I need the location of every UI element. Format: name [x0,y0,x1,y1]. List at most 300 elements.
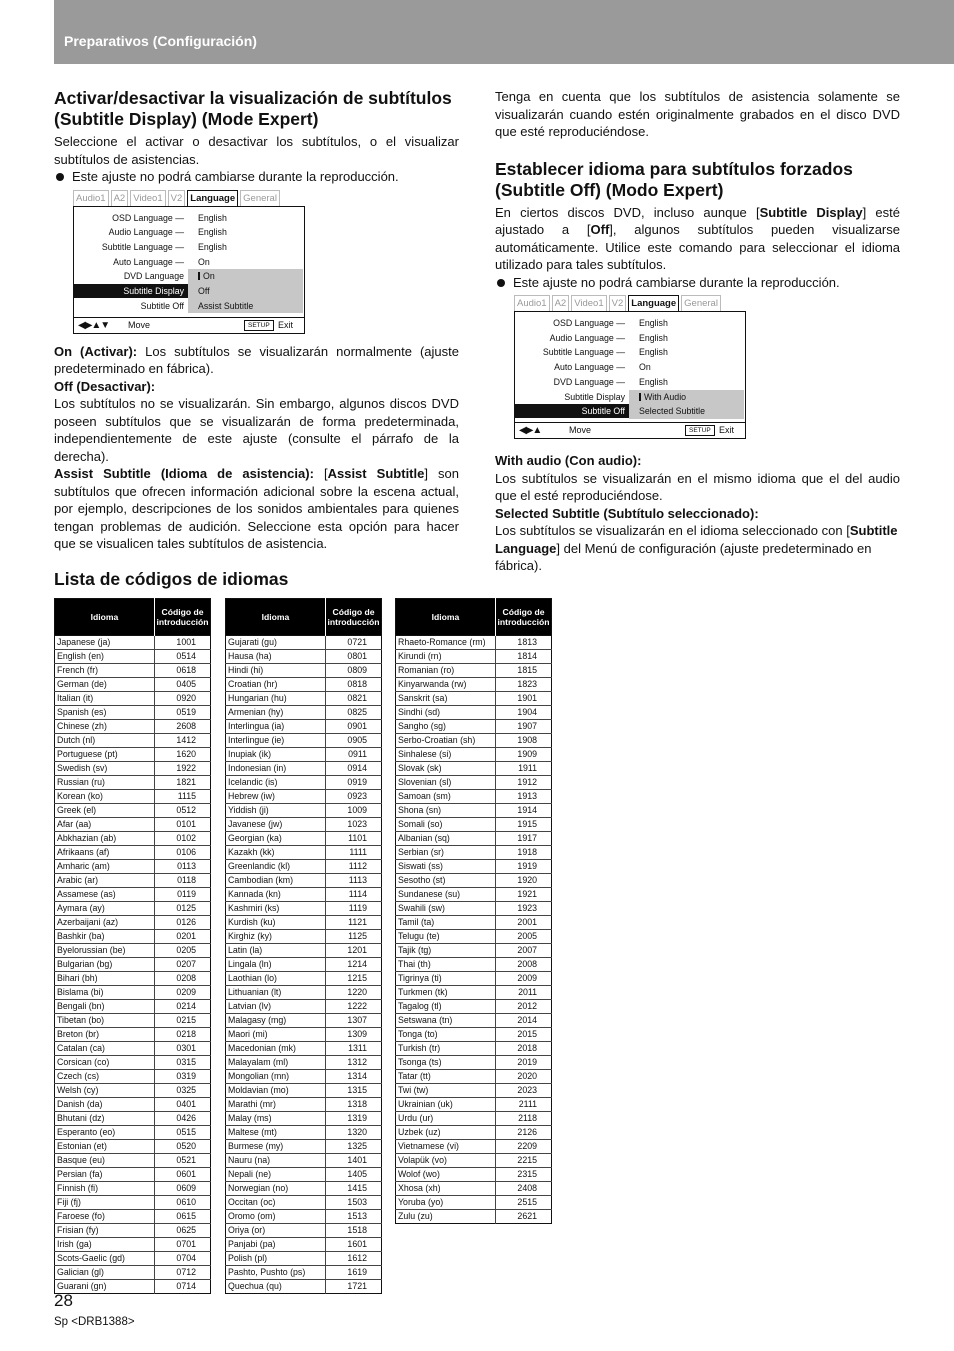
language-name: Malayalam (ml) [226,1056,326,1070]
table-row [396,860,552,874]
table-row [55,818,211,832]
with-audio-label-line [495,452,900,470]
table-row [55,748,211,762]
osd-row-label: DVD Language [123,271,184,282]
osd-row-label: Auto Language — [554,362,625,373]
osd-screen-subtitle-off [514,295,746,439]
document-code: Sp <DRB1388> [54,1316,135,1328]
language-code: 1823 [496,678,552,692]
language-name: Setswana (tn) [396,1014,496,1028]
osd-menu-row[interactable] [74,269,304,283]
table-row [226,1168,382,1182]
language-code: 1412 [155,734,211,748]
language-name: Lingala (ln) [226,958,326,972]
table-row [226,1014,382,1028]
language-code: 1912 [496,776,552,790]
arrow-keys-icon: ◀▶▲ [519,425,542,436]
osd-tabs [73,190,305,206]
language-code: 2215 [496,1154,552,1168]
language-name: Korean (ko) [55,790,155,804]
language-code: 0301 [155,1042,211,1056]
table-row [396,986,552,1000]
table-row [226,916,382,930]
osd-row-label: Subtitle Off [581,406,625,417]
language-name: Turkish (tr) [396,1042,496,1056]
osd-menu-row[interactable] [515,390,745,404]
table-row [226,1252,382,1266]
language-name: Laothian (lo) [226,972,326,986]
language-name: German (de) [55,678,155,692]
language-code: 1023 [326,818,382,832]
table-row [396,944,552,958]
language-name: Afrikaans (af) [55,846,155,860]
language-name: Sundanese (su) [396,888,496,902]
language-name: Kannada (kn) [226,888,326,902]
language-name: Bulgarian (bg) [55,958,155,972]
language-name: Portuguese (pt) [55,748,155,762]
language-code: 0615 [155,1210,211,1224]
table-row [55,804,211,818]
table-row [396,804,552,818]
osd-menu-row[interactable] [74,240,304,254]
selected-subtitle-label: Selected Subtitle (Subtítulo seleccionado): [495,505,759,521]
language-code: 2005 [496,930,552,944]
language-name: Arabic (ar) [55,874,155,888]
language-code: 2018 [496,1042,552,1056]
language-code: 2023 [496,1084,552,1098]
osd-row-value: On [198,256,210,267]
column-header-language: Idioma [55,599,155,636]
language-name: Kurdish (ku) [226,916,326,930]
language-name: Frisian (fy) [55,1224,155,1238]
osd-tab[interactable]: V2 [168,190,186,206]
table-row [55,1056,211,1070]
language-code: 1922 [155,762,211,776]
language-name: Bhutani (dz) [55,1112,155,1126]
off-description: Los subtítulos no se visualizarán. Sin embargo, algunos discos DVD poseen subtítulos que se visualizarán de forma predeterminada, independientemente de este ajuste (consulte el párrafo de la derecha). [54,396,459,464]
osd-menu-row[interactable] [515,375,745,389]
osd-menu [514,311,746,439]
osd-tab[interactable]: Video1 [571,295,606,311]
language-name: Kazakh (kk) [226,846,326,860]
language-code: 1923 [496,902,552,916]
language-code: 1311 [326,1042,382,1056]
osd-row-value: English [639,332,668,343]
language-code: 0512 [155,804,211,818]
language-code: 0325 [155,1084,211,1098]
table-row [226,1266,382,1280]
table-row [55,1224,211,1238]
table-row [226,860,382,874]
osd-tab[interactable]: Language [187,190,238,206]
language-name: Tonga (to) [396,1028,496,1042]
language-name: Tamil (ta) [396,916,496,930]
language-name: Bihari (bh) [55,972,155,986]
language-name: Interlingua (ia) [226,720,326,734]
cursor-icon [198,272,200,280]
table-row [226,832,382,846]
table-row [55,650,211,664]
language-name: Tagalog (tl) [396,1000,496,1014]
language-code: 2408 [496,1182,552,1196]
table-row [55,1238,211,1252]
language-code: 0514 [155,650,211,664]
language-code: 2020 [496,1070,552,1084]
language-code: 2012 [496,1000,552,1014]
table-row [55,860,211,874]
language-name: Norwegian (no) [226,1182,326,1196]
osd-row-label: Audio Language — [108,227,184,238]
language-code: 1220 [326,986,382,1000]
language-code: 0809 [326,664,382,678]
table-row [226,1098,382,1112]
language-name: Slovenian (sl) [396,776,496,790]
osd-row-label: Subtitle Language — [542,347,625,358]
table-row [226,1056,382,1070]
language-code: 0205 [155,944,211,958]
language-name: Armenian (hy) [226,706,326,720]
osd-row-label: Subtitle Language — [101,241,184,252]
language-code: 0825 [326,706,382,720]
language-code: 1315 [326,1084,382,1098]
table-row [226,720,382,734]
osd-row-value: English [198,241,227,252]
language-code: 1518 [326,1224,382,1238]
language-name: Czech (cs) [55,1070,155,1084]
table-row [55,1280,211,1294]
language-code: 0821 [326,692,382,706]
column-header-language: Idioma [396,599,496,636]
table-row [226,1070,382,1084]
language-name: Croatian (hr) [226,678,326,692]
table-row [396,1000,552,1014]
osd-row-label: OSD Language — [553,318,625,328]
with-audio-description: Los subtítulos se visualizarán en el mismo idioma que el del audio que el esté reproduciéndose. [495,470,900,503]
language-name: Sangho (sg) [396,720,496,734]
language-code: 0119 [155,888,211,902]
table-row [55,832,211,846]
language-name: Marathi (mr) [226,1098,326,1112]
language-name: Xhosa (xh) [396,1182,496,1196]
table-row [396,874,552,888]
language-code: 0207 [155,958,211,972]
osd-tab[interactable]: V2 [609,295,627,311]
language-name: Slovak (sk) [396,762,496,776]
language-code: 1620 [155,748,211,762]
setup-button[interactable]: SETUP [244,320,274,331]
language-code: 0701 [155,1238,211,1252]
language-name: Afar (aa) [55,818,155,832]
language-name: Shona (sn) [396,804,496,818]
osd-tab[interactable]: Video1 [130,190,165,206]
table-row [226,930,382,944]
language-code: 0911 [326,748,382,762]
language-name: Byelorussian (be) [55,944,155,958]
table-row [226,1028,382,1042]
table-row [396,664,552,678]
language-code: 2015 [496,1028,552,1042]
language-name: Yiddish (ji) [226,804,326,818]
table-row [396,1098,552,1112]
table-row [55,790,211,804]
language-code: 1908 [496,734,552,748]
table-row [396,1126,552,1140]
osd-menu-row[interactable] [515,404,745,418]
table-row [396,846,552,860]
language-name: Irish (ga) [55,1238,155,1252]
language-code: 1513 [326,1210,382,1224]
language-name: Azerbaijani (az) [55,916,155,930]
language-code: 1319 [326,1112,382,1126]
osd-menu-row[interactable] [515,360,745,374]
table-row [396,1014,552,1028]
language-code: 1114 [326,888,382,902]
table-row [226,734,382,748]
language-name: Aymara (ay) [55,902,155,916]
language-code: 0126 [155,916,211,930]
language-name: Swedish (sv) [55,762,155,776]
table-row [396,1028,552,1042]
language-code: 0125 [155,902,211,916]
osd-tabs [514,295,746,311]
osd-tab[interactable]: General [240,190,280,206]
on-description: On (Activar): Los subtítulos se visualizarán normalmente (ajuste predeterminado en fábrica). [54,343,459,376]
language-code: 1619 [326,1266,382,1280]
setup-button[interactable]: SETUP [685,425,715,436]
table-row [226,1238,382,1252]
table-row [55,916,211,930]
osd-screen-subtitle-display [73,190,305,334]
language-code: 1314 [326,1070,382,1084]
language-code: 0113 [155,860,211,874]
off-label-line [54,378,459,396]
table-row [226,790,382,804]
assist-label: Assist Subtitle (Idioma de asistencia): [54,466,314,481]
language-code: 1119 [326,902,382,916]
language-code: 1909 [496,748,552,762]
table-row [396,1182,552,1196]
table-row [396,916,552,930]
language-name: Fiji (fj) [55,1196,155,1210]
language-code: 0214 [155,1000,211,1014]
osd-tab[interactable]: A2 [111,190,129,206]
language-name: Breton (br) [55,1028,155,1042]
language-name: Maltese (mt) [226,1126,326,1140]
osd-menu-row[interactable] [74,299,304,313]
table-row [55,776,211,790]
osd-tab[interactable]: Audio1 [73,190,109,206]
language-name: Siswati (ss) [396,860,496,874]
table-row [396,706,552,720]
table-row [396,1070,552,1084]
language-name: Estonian (et) [55,1140,155,1154]
language-name: Inupiak (ik) [226,748,326,762]
language-name: Quechua (qu) [226,1280,326,1294]
language-code: 0601 [155,1168,211,1182]
osd-menu-row[interactable] [74,255,304,269]
table-row [55,1126,211,1140]
language-code: 1101 [326,832,382,846]
osd-row-value: English [639,347,668,358]
osd-menu-row[interactable] [74,211,304,225]
language-name: Esperanto (eo) [55,1126,155,1140]
table-row [226,874,382,888]
language-name: Macedonian (mk) [226,1042,326,1056]
column-header-language: Idioma [226,599,326,636]
language-code: 0319 [155,1070,211,1084]
osd-menu-row[interactable] [74,284,304,298]
table-row [226,1000,382,1014]
table-row [396,678,552,692]
language-code: 0106 [155,846,211,860]
table-row [55,1014,211,1028]
table-row [55,678,211,692]
language-code: 1307 [326,1014,382,1028]
table-row [226,1084,382,1098]
language-name: Hausa (ha) [226,650,326,664]
table-row [226,902,382,916]
table-row [226,972,382,986]
table-row [226,958,382,972]
right-column [495,88,900,575]
language-code: 1913 [496,790,552,804]
language-name: Bislama (bi) [55,986,155,1000]
language-name: Volapük (vo) [396,1154,496,1168]
osd-tab[interactable]: Audio1 [514,295,550,311]
language-name: Kashmiri (ks) [226,902,326,916]
language-code: 0818 [326,678,382,692]
language-code: 0721 [326,636,382,650]
osd-menu-row[interactable] [515,316,745,330]
language-code: 2008 [496,958,552,972]
language-name: Kirghiz (ky) [226,930,326,944]
table-row [396,790,552,804]
language-name: Mongolian (mn) [226,1070,326,1084]
subtitle-off-intro: En ciertos discos DVD, incluso aunque [Subtitle Display] esté ajustado a [Off], algunos subtítulos pueden visualizarse automáticamente. Utilice este comando para seleccionar el idioma utilizado para tales subtítulos. [495,204,900,272]
language-code: 1815 [496,664,552,678]
table-row [226,706,382,720]
table-row [55,720,211,734]
language-name: Lithuanian (lt) [226,986,326,1000]
osd-row-label: OSD Language — [112,212,184,223]
language-name: English (en) [55,650,155,664]
language-code: 0521 [155,1154,211,1168]
language-name: Hungarian (hu) [226,692,326,706]
language-name: Hindi (hi) [226,664,326,678]
language-name: Catalan (ca) [55,1042,155,1056]
language-code: 0215 [155,1014,211,1028]
language-code: 1415 [326,1182,382,1196]
language-name: Tigrinya (ti) [396,972,496,986]
osd-row-value: On [198,269,215,283]
table-row [226,748,382,762]
language-code: 0218 [155,1028,211,1042]
language-name: Latvian (lv) [226,1000,326,1014]
table-row [55,706,211,720]
osd-menu-row[interactable] [515,331,745,345]
table-row [226,1112,382,1126]
language-code: 0610 [155,1196,211,1210]
table-row [396,972,552,986]
language-name: Thai (th) [396,958,496,972]
language-code: 1309 [326,1028,382,1042]
table-row [396,720,552,734]
language-code: 0618 [155,664,211,678]
language-code: 1318 [326,1098,382,1112]
language-code: 0704 [155,1252,211,1266]
osd-row-value: English [639,318,668,328]
language-code-table-2 [225,598,382,1294]
language-code: 1921 [496,888,552,902]
language-code: 2014 [496,1014,552,1028]
language-name: Italian (it) [55,692,155,706]
osd-row-label: Auto Language — [113,256,184,267]
table-row [226,1154,382,1168]
table-row [396,776,552,790]
language-name: Ukrainian (uk) [396,1098,496,1112]
language-code: 0118 [155,874,211,888]
language-name: Serbian (sr) [396,846,496,860]
table-row [396,958,552,972]
table-row [396,1112,552,1126]
table-row [226,1210,382,1224]
language-code: 1503 [326,1196,382,1210]
language-code: 1917 [496,832,552,846]
language-name: Maori (mi) [226,1028,326,1042]
osd-menu [73,206,305,334]
table-row [55,1042,211,1056]
bullet-note: Este ajuste no podrá cambiarse durante la reproducción. [495,274,900,292]
osd-menu-row[interactable] [74,225,304,239]
table-row [55,888,211,902]
osd-menu-row[interactable] [515,345,745,359]
table-row [226,804,382,818]
language-name: Yoruba (yo) [396,1196,496,1210]
language-name: Galician (gl) [55,1266,155,1280]
osd-row-label: Subtitle Off [140,300,184,311]
table-row [55,986,211,1000]
table-row [55,1070,211,1084]
language-name: Turkmen (tk) [396,986,496,1000]
osd-tab[interactable]: General [681,295,721,311]
table-row [396,636,552,650]
language-code: 0208 [155,972,211,986]
language-code: 1113 [326,874,382,888]
osd-tab[interactable]: Language [628,295,679,311]
table-row [396,748,552,762]
table-row [396,818,552,832]
language-name: Gujarati (gu) [226,636,326,650]
osd-row-value: English [198,212,227,223]
table-row [55,762,211,776]
table-row [55,1000,211,1014]
language-name: Sinhalese (si) [396,748,496,762]
page-number: 28 [54,1291,73,1310]
language-name: Guarani (gn) [55,1280,155,1294]
table-row [55,1140,211,1154]
osd-tab[interactable]: A2 [552,295,570,311]
language-code: 2009 [496,972,552,986]
table-row [55,846,211,860]
osd-row-value: English [639,376,668,387]
table-row [396,692,552,706]
language-name: Spanish (es) [55,706,155,720]
language-name: Vietnamese (vi) [396,1140,496,1154]
table-row [55,1210,211,1224]
language-code: 1920 [496,874,552,888]
language-name: Icelandic (is) [226,776,326,790]
table-row [55,1182,211,1196]
